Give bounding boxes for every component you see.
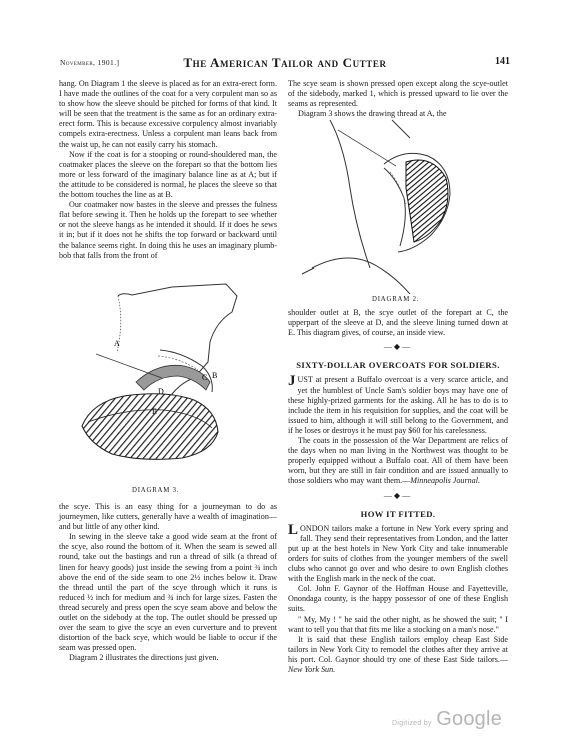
- paragraph: Our coatmaker now bastes in the sleeve and presses the fulness flat before sewing it. Then he holds up the forepart to see whether or not the sleeve hangs as he intended it should. If it does he sews it in; but if it does not he shifts the top forward or backward until the balance seems right. In doing this he uses an imaginary plumb-bob that falls from the front of: [59, 200, 277, 260]
- digitization-watermark: [392, 708, 502, 731]
- paragraph: The scye seam is shown pressed open except along the scye-outlet of the sidebody, marked 1, which is pressed upward to lie over the seams as represented.: [288, 79, 508, 109]
- source-citation: Minneapolis Journal.: [410, 476, 480, 486]
- google-logo: Google: [436, 708, 502, 730]
- paragraph: Diagram 3 shows the drawing thread at A, the: [298, 109, 447, 119]
- paragraph: the scye. This is an easy thing for a journeyman to do as journeymen, like cutters, generally have a wealth of imagination—and but little of any other kind.: [59, 502, 277, 532]
- journal-title: The American Tailor and Cutter: [183, 55, 387, 70]
- paragraph: shoulder outlet at B, the scye outlet of the forepart at C, the upperpart of the sleeve at D, and the sleeve lining turned down at E. This diagram gives, of course, an inside view.: [288, 308, 508, 338]
- paragraph: Diagram 2 illustrates the directions just given.: [69, 653, 219, 663]
- diagram-2-illustration: [300, 118, 504, 294]
- paragraph: The coats in the possession of the War Department are relics of the days when no man living in the Northwest was thought to be properly equipped without a Buffalo coat. All of them have been worn, but they are still in fair condition and are issued annually to those soldiers who may want them.—Minneapolis Journal.: [288, 436, 508, 486]
- label-e: E: [152, 407, 157, 416]
- running-header: [60, 55, 510, 71]
- section-ornament: —◆—: [383, 490, 413, 500]
- drop-cap: J: [288, 373, 296, 390]
- article-heading: SIXTY-DOLLAR OVERCOATS FOR SOLDIERS.: [296, 360, 500, 371]
- watermark-prefix: Digitized by: [392, 720, 432, 727]
- label-a: A: [114, 339, 120, 348]
- label-c: C: [202, 373, 208, 382]
- label-b: B: [212, 371, 218, 380]
- paragraph: LONDON tailors make a fortune in New York every spring and fall. They send their representatives from London, and the latter put up at the best hotels in New York City and take innumerable orders for suits of clothes from the younger members of the swell clubs who cannot go over and who desire to own English clothes with the English mark in the neck of the coat.: [288, 521, 508, 584]
- paragraph: hang. On Diagram 1 the sleeve is placed as for an extra-erect form. I have made the outlines of the coat for a very corpulent man so as to show how the sleeve should be pitched for forms of that kind. It will be seen that the treatment is the same as for an ordinary extra-erect form. This is because excessive corpulency almost invariably compels extra-erectness. Unless a corpulent man leans back from the waist up, he can not easily carry his stomach.: [59, 79, 277, 149]
- paragraph: In sewing in the sleeve take a good wide seam at the front of the scye, also round the bottom of it. When the seam is sewed all round, take out the bastings and run a thread of silk (a thread of linen for heavy goods) just inside the sewing from a point ¾ inch above the end of the side seam to one 2½ inches below it. Draw the thread until the part of the scye through which it runs is reduced ½ inch for medium and ¾ inch for large sizes. Fasten the thread securely and press open the scye seam above and below the outlet on the sidebody at the top. The outlet should be pressed up over the seam to give the scye an even curverture and to prevent distortion of the back scye, which would be liable to occur if the seam was pressed open.: [59, 532, 277, 653]
- paragraph: It is said that these English tailors employ cheap East Side tailors in New York City to remodel the clothes after they arrive at his port. Col. Gaynor should try one of these East Side tailors.—New York Sun.: [288, 634, 508, 674]
- paragraph: JUST at present a Buffalo overcoat is a very scarce article, and yet the humblest of Uncle Sam's soldier boys may have one of these highly-prized garments for the asking. All he has to do is to include the item in his requisition for supplies, and the coat will be issued to him, although it will still belong to the Government, and if he loses or destroys it he must pay $60 for his carelessness.: [288, 373, 508, 435]
- paragraph: Col. John F. Gaynor of the Hoffman House and Fayetteville, Onondaga county, is the happy possessor of one of these English suits.: [288, 584, 508, 614]
- right-column-top: [288, 79, 508, 119]
- diagram-3-illustration: [62, 282, 282, 478]
- paragraph: " My, My ! " he said the other night, as he showed the suit; " I want to tell you that that fits me like a stocking on a man's nose.": [288, 614, 508, 634]
- paragraph: Now if the coat is for a stooping or round-shouldered man, the coatmaker places the sleeve on the forepart so that the bottom lies more or less forward of the imaginary balance line as at A; but if the attitude to be considered is normal, he places the sleeve so that the bottom touches the line as at B.: [59, 149, 277, 200]
- page-number: 141: [495, 56, 510, 67]
- article-heading: HOW IT FITTED.: [360, 508, 436, 519]
- label-d: D: [158, 387, 164, 396]
- section-ornament: —◆—: [383, 342, 413, 352]
- source-citation: New York Sun.: [288, 665, 336, 674]
- left-column-bottom: [59, 502, 277, 664]
- left-column-top: [59, 79, 277, 261]
- drop-cap: L: [288, 521, 299, 538]
- right-column-bottom: [288, 308, 508, 675]
- diagram-3-caption: DIAGRAM 3.: [132, 487, 180, 494]
- header-date: November, 1901.]: [60, 58, 120, 67]
- diagram-2-caption: DIAGRAM 2.: [372, 296, 420, 303]
